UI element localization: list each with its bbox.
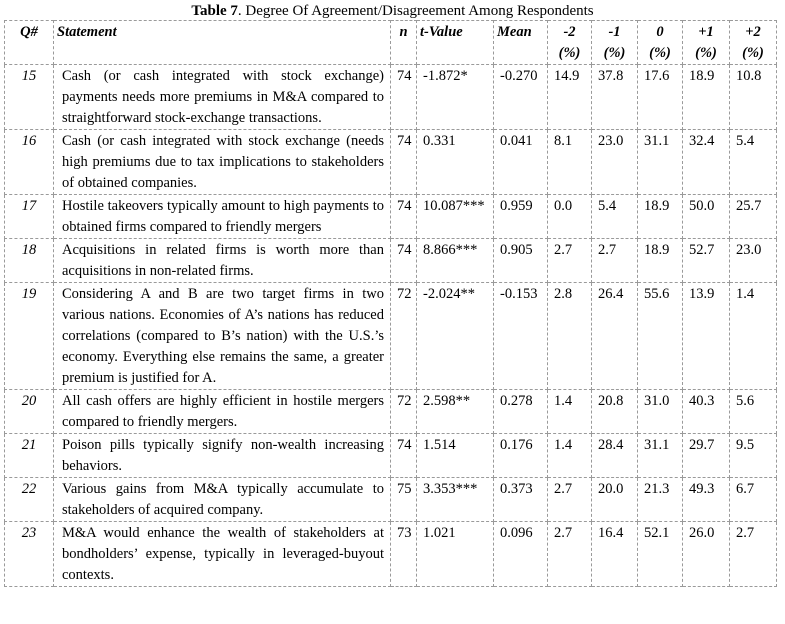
pct-plus1-cell: 50.0 bbox=[683, 195, 730, 239]
mean-cell: 0.176 bbox=[494, 434, 548, 478]
pct-minus2-cell: 2.8 bbox=[548, 283, 592, 390]
table-row bbox=[5, 390, 777, 434]
header-zero-pct: (%) bbox=[649, 45, 671, 61]
n-cell: 72 bbox=[391, 283, 417, 390]
pct-zero-cell: 31.1 bbox=[638, 434, 683, 478]
statement-cell: Poison pills typically signify non-wealth increasing behaviors. bbox=[54, 434, 391, 478]
pct-minus1-cell: 5.4 bbox=[592, 195, 638, 239]
table-row bbox=[5, 522, 777, 587]
mean-cell: 0.278 bbox=[494, 390, 548, 434]
table-row bbox=[5, 239, 777, 283]
mean-cell: -0.153 bbox=[494, 283, 548, 390]
pct-plus1-cell: 52.7 bbox=[683, 239, 730, 283]
n-cell: 73 bbox=[391, 522, 417, 587]
statement-cell: Various gains from M&A typically accumulate to stakeholders of acquired company. bbox=[54, 478, 391, 522]
pct-minus1-cell: 20.0 bbox=[592, 478, 638, 522]
pct-plus1-cell: 18.9 bbox=[683, 65, 730, 130]
pct-plus2-cell: 23.0 bbox=[730, 239, 777, 283]
pct-zero-cell: 31.0 bbox=[638, 390, 683, 434]
t-value-cell: -1.872* bbox=[417, 65, 494, 130]
pct-minus2-cell: 1.4 bbox=[548, 434, 592, 478]
header-minus2-label: -2 bbox=[563, 24, 576, 40]
pct-plus2-cell: 9.5 bbox=[730, 434, 777, 478]
t-value-cell: 3.353*** bbox=[417, 478, 494, 522]
mean-cell: 0.096 bbox=[494, 522, 548, 587]
pct-minus1-cell: 37.8 bbox=[592, 65, 638, 130]
header-statement: Statement bbox=[54, 21, 391, 65]
question-number: 20 bbox=[5, 390, 54, 434]
pct-minus2-cell: 8.1 bbox=[548, 130, 592, 195]
pct-plus2-cell: 5.6 bbox=[730, 390, 777, 434]
pct-plus2-cell: 1.4 bbox=[730, 283, 777, 390]
pct-plus2-cell: 6.7 bbox=[730, 478, 777, 522]
pct-plus2-cell: 10.8 bbox=[730, 65, 777, 130]
pct-minus2-cell: 2.7 bbox=[548, 239, 592, 283]
table-row bbox=[5, 130, 777, 195]
mean-cell: 0.905 bbox=[494, 239, 548, 283]
n-cell: 74 bbox=[391, 195, 417, 239]
table-row bbox=[5, 65, 777, 130]
n-cell: 74 bbox=[391, 434, 417, 478]
n-cell: 75 bbox=[391, 478, 417, 522]
pct-plus1-cell: 32.4 bbox=[683, 130, 730, 195]
header-t-value: t-Value bbox=[417, 21, 494, 65]
pct-minus2-cell: 0.0 bbox=[548, 195, 592, 239]
pct-minus1-cell: 20.8 bbox=[592, 390, 638, 434]
mean-cell: 0.041 bbox=[494, 130, 548, 195]
question-number: 18 bbox=[5, 239, 54, 283]
header-minus1-pct: (%) bbox=[603, 45, 626, 61]
statement-cell: Cash (or cash integrated with stock exchange) payments needs more premiums in M&A compared to straightforward stock-exchange transactions. bbox=[54, 65, 391, 130]
header-mean-label: Mean bbox=[497, 24, 532, 40]
header-plus1-label: +1 bbox=[698, 24, 714, 40]
t-value-cell: 2.598** bbox=[417, 390, 494, 434]
header-zero bbox=[638, 21, 683, 65]
header-row bbox=[5, 21, 777, 65]
t-value-cell: 1.514 bbox=[417, 434, 494, 478]
question-number: 21 bbox=[5, 434, 54, 478]
pct-minus1-cell: 28.4 bbox=[592, 434, 638, 478]
pct-zero-cell: 31.1 bbox=[638, 130, 683, 195]
question-number: 16 bbox=[5, 130, 54, 195]
question-number: 17 bbox=[5, 195, 54, 239]
question-number: 22 bbox=[5, 478, 54, 522]
header-minus1 bbox=[592, 21, 638, 65]
n-cell: 74 bbox=[391, 130, 417, 195]
statement-cell: Considering A and B are two target firms in two various nations. Economies of A’s nations has reduced correlations (compared to B’s nation) with the U.S.’s economy. Everything else remains the same, a greater premium is justified for A. bbox=[54, 283, 391, 390]
t-value-cell: 1.021 bbox=[417, 522, 494, 587]
statement-cell: Cash (or cash integrated with stock exchange (needs high premiums due to tax implications to stakeholders of obtained companies. bbox=[54, 130, 391, 195]
pct-minus1-cell: 2.7 bbox=[592, 239, 638, 283]
pct-minus2-cell: 2.7 bbox=[548, 522, 592, 587]
pct-zero-cell: 18.9 bbox=[638, 239, 683, 283]
pct-zero-cell: 18.9 bbox=[638, 195, 683, 239]
pct-zero-cell: 17.6 bbox=[638, 65, 683, 130]
pct-minus1-cell: 16.4 bbox=[592, 522, 638, 587]
n-cell: 74 bbox=[391, 65, 417, 130]
pct-minus1-cell: 26.4 bbox=[592, 283, 638, 390]
pct-zero-cell: 52.1 bbox=[638, 522, 683, 587]
question-number: 23 bbox=[5, 522, 54, 587]
pct-minus2-cell: 1.4 bbox=[548, 390, 592, 434]
table-row bbox=[5, 434, 777, 478]
header-minus2-pct: (%) bbox=[558, 45, 581, 61]
pct-plus2-cell: 25.7 bbox=[730, 195, 777, 239]
pct-plus2-cell: 2.7 bbox=[730, 522, 777, 587]
pct-minus2-cell: 14.9 bbox=[548, 65, 592, 130]
mean-cell: -0.270 bbox=[494, 65, 548, 130]
header-plus2-pct: (%) bbox=[742, 45, 764, 61]
t-value-cell: 0.331 bbox=[417, 130, 494, 195]
table-caption bbox=[0, 3, 785, 20]
pct-zero-cell: 55.6 bbox=[638, 283, 683, 390]
mean-cell: 0.959 bbox=[494, 195, 548, 239]
header-minus1-label: -1 bbox=[608, 24, 621, 40]
pct-plus2-cell: 5.4 bbox=[730, 130, 777, 195]
pct-minus1-cell: 23.0 bbox=[592, 130, 638, 195]
pct-minus2-cell: 2.7 bbox=[548, 478, 592, 522]
pct-zero-cell: 21.3 bbox=[638, 478, 683, 522]
table-row bbox=[5, 195, 777, 239]
header-mean bbox=[494, 21, 548, 65]
t-value-cell: -2.024** bbox=[417, 283, 494, 390]
agreement-table bbox=[4, 20, 777, 587]
header-plus2 bbox=[730, 21, 777, 65]
n-cell: 72 bbox=[391, 390, 417, 434]
header-zero-label: 0 bbox=[656, 24, 664, 40]
pct-plus1-cell: 26.0 bbox=[683, 522, 730, 587]
n-cell: 74 bbox=[391, 239, 417, 283]
table-row bbox=[5, 283, 777, 390]
table-caption-label: Table 7 bbox=[191, 3, 238, 19]
statement-cell: Acquisitions in related firms is worth more than acquisitions in non-related firms. bbox=[54, 239, 391, 283]
header-n: n bbox=[391, 21, 417, 65]
mean-cell: 0.373 bbox=[494, 478, 548, 522]
header-minus2 bbox=[548, 21, 592, 65]
header-plus1-pct: (%) bbox=[695, 45, 717, 61]
statement-cell: M&A would enhance the wealth of stakeholders at bondholders’ expense, typically in leveraged-buyout contexts. bbox=[54, 522, 391, 587]
header-plus2-label: +2 bbox=[745, 24, 761, 40]
statement-cell: Hostile takeovers typically amount to high payments to obtained firms compared to friendly mergers bbox=[54, 195, 391, 239]
question-number: 19 bbox=[5, 283, 54, 390]
pct-plus1-cell: 13.9 bbox=[683, 283, 730, 390]
header-q: Q# bbox=[5, 21, 54, 65]
pct-plus1-cell: 49.3 bbox=[683, 478, 730, 522]
statement-cell: All cash offers are highly efficient in hostile mergers compared to friendly mergers. bbox=[54, 390, 391, 434]
table-row bbox=[5, 478, 777, 522]
header-plus1 bbox=[683, 21, 730, 65]
t-value-cell: 10.087*** bbox=[417, 195, 494, 239]
t-value-cell: 8.866*** bbox=[417, 239, 494, 283]
table-caption-text: . Degree Of Agreement/Disagreement Among Respondents bbox=[237, 3, 594, 19]
question-number: 15 bbox=[5, 65, 54, 130]
pct-plus1-cell: 40.3 bbox=[683, 390, 730, 434]
pct-plus1-cell: 29.7 bbox=[683, 434, 730, 478]
